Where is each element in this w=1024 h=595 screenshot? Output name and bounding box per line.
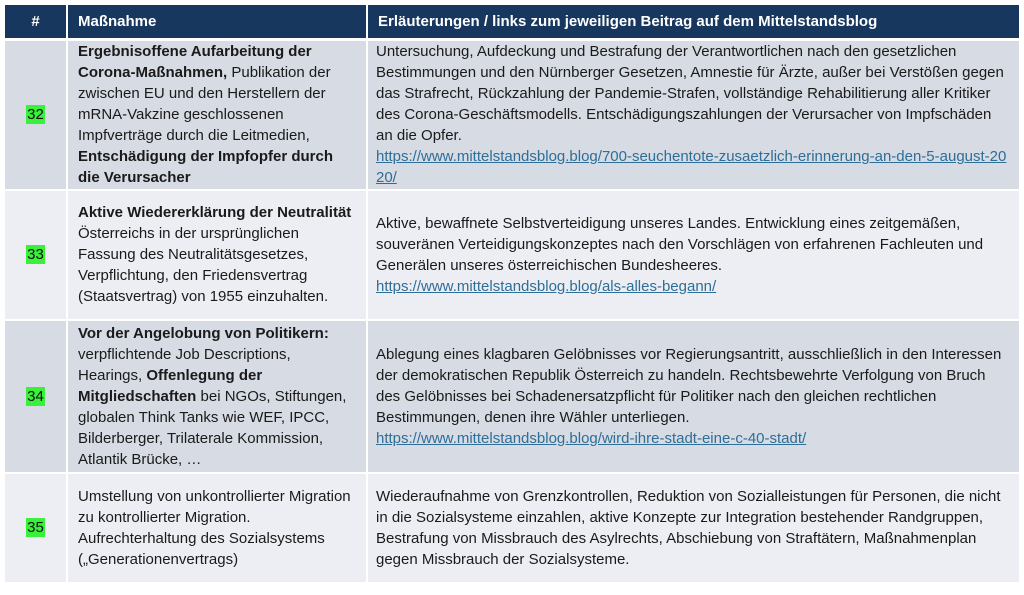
measure-bold: Vor der Angelobung von Politikern: (78, 324, 329, 342)
measure-cell (67, 40, 367, 190)
row-number-badge: 33 (27, 246, 44, 263)
measure-text: Publikation der zwischen EU und den Herstellern der mRNA-Vakzine geschlossenen Impfverträge durch die Leitmedien, (78, 64, 331, 145)
row-number-badge: 32 (27, 106, 44, 124)
measure-bold: Ergebnisoffene Aufarbeitung der Corona-Maßnahmen, (78, 43, 312, 82)
blog-link[interactable]: https://www.mittelstandsblog.blog/700-seuchentote-zusaetzlich-erinnerung-an-den-5-august-2020/ (376, 148, 1007, 187)
details-text: Untersuchung, Aufdeckung und Bestrafung der Verantwortlichen nach den gesetzlichen Bestimmungen und den Nürnberger Gesetzen, Amnestie für Ärzte, außer bei Verstößen gegen das Strafrecht, Rückzahlung der Pandemie-Strafen, vollständige Rehabilitierung aller Kritiker des Corona-Geschäftsmodells. Entschädigungszahlungen der Verursacher von Impfschäden an die Opfer. (376, 43, 1004, 145)
table-header-row (5, 5, 1019, 40)
row-number-badge: 35 (27, 519, 44, 536)
blog-link[interactable]: https://www.mittelstandsblog.blog/als-alles-begann/ (376, 277, 717, 295)
table-row (5, 190, 1019, 320)
measure-bold: Entschädigung der Impfopfer durch die Verursacher (78, 148, 334, 187)
measure-text: Österreichs in der ursprünglichen Fassung des Neutralitätsgesetzes, Verpflichtung, den Friedensvertrag (Staatsvertrag) von 1955 einzuhalten. (78, 225, 329, 305)
measure-bold: Offenlegung der Mitgliedschaften (78, 366, 263, 405)
measure-text: bei NGOs, Stiftungen, globalen Think Tanks wie WEF, IPCC, Bilderberger, Trilaterale Kommission, Atlantik Brücke, … (78, 387, 347, 468)
details-cell (367, 190, 1019, 320)
table-row (5, 40, 1019, 190)
blog-link[interactable]: https://www.mittelstandsblog.blog/wird-ihre-stadt-eine-c-40-stadt/ (376, 429, 807, 447)
header-number: # (5, 5, 67, 40)
row-number-badge: 34 (27, 387, 44, 405)
details-cell (367, 473, 1019, 583)
measure-text: Umstellung von unkontrollierter Migration zu kontrollierter Migration. Aufrechterhaltung des Sozialsystems („Generationenvertrags) (78, 487, 351, 568)
header-measure: Maßnahme (67, 5, 367, 40)
measure-text: verpflichtende Job Descriptions, Hearings, (78, 345, 291, 384)
details-text: Ablegung eines klagbaren Gelöbnisses vor Regierungsantritt, ausschließlich in den Interessen der demokratischen Republik Österreich zu handeln. Rechtsbewehrte Verfolgung von Bruch des Gelöbnisses bei Schadenersatzpflicht für Politiker nach den gleichen rechtlichen Bestimmungen, denen ihre Wähler unterliegen. (376, 345, 1002, 426)
measure-cell (67, 473, 367, 583)
table-row (5, 473, 1019, 583)
table-row (5, 320, 1019, 473)
header-details: Erläuterungen / links zum jeweiligen Beitrag auf dem Mittelstandsblog (367, 5, 1019, 40)
details-cell (367, 320, 1019, 473)
measure-bold: Aktive Wiedererklärung der Neutralität (78, 204, 352, 221)
row-number-cell (5, 320, 67, 473)
details-cell (367, 40, 1019, 190)
measure-cell (67, 320, 367, 473)
row-number-cell (5, 190, 67, 320)
details-text: Aktive, bewaffnete Selbstverteidigung unseres Landes. Entwicklung eines zeitgemäßen, souveränen Verteidigungskonzeptes nach den Vorschlägen von erfahrenen Fachleuten und Generälen unseres österreichischen Bundesheeres. (376, 214, 984, 274)
row-number-cell (5, 40, 67, 190)
details-text: Wiederaufnahme von Grenzkontrollen, Reduktion von Sozialleistungen für Personen, die nicht in die Sozialsysteme einzahlen, aktive Konzepte zur Integration bestehender Randgruppen, Bestrafung von Missbrauch des Asylrechts, Abschiebung von Straftätern, Maßnahmenplan gegen Missbrauch der Sozialsysteme. (376, 487, 1001, 568)
row-number-cell (5, 473, 67, 583)
measures-table (5, 5, 1019, 584)
measure-cell (67, 190, 367, 320)
measures-table-container (5, 5, 1019, 584)
